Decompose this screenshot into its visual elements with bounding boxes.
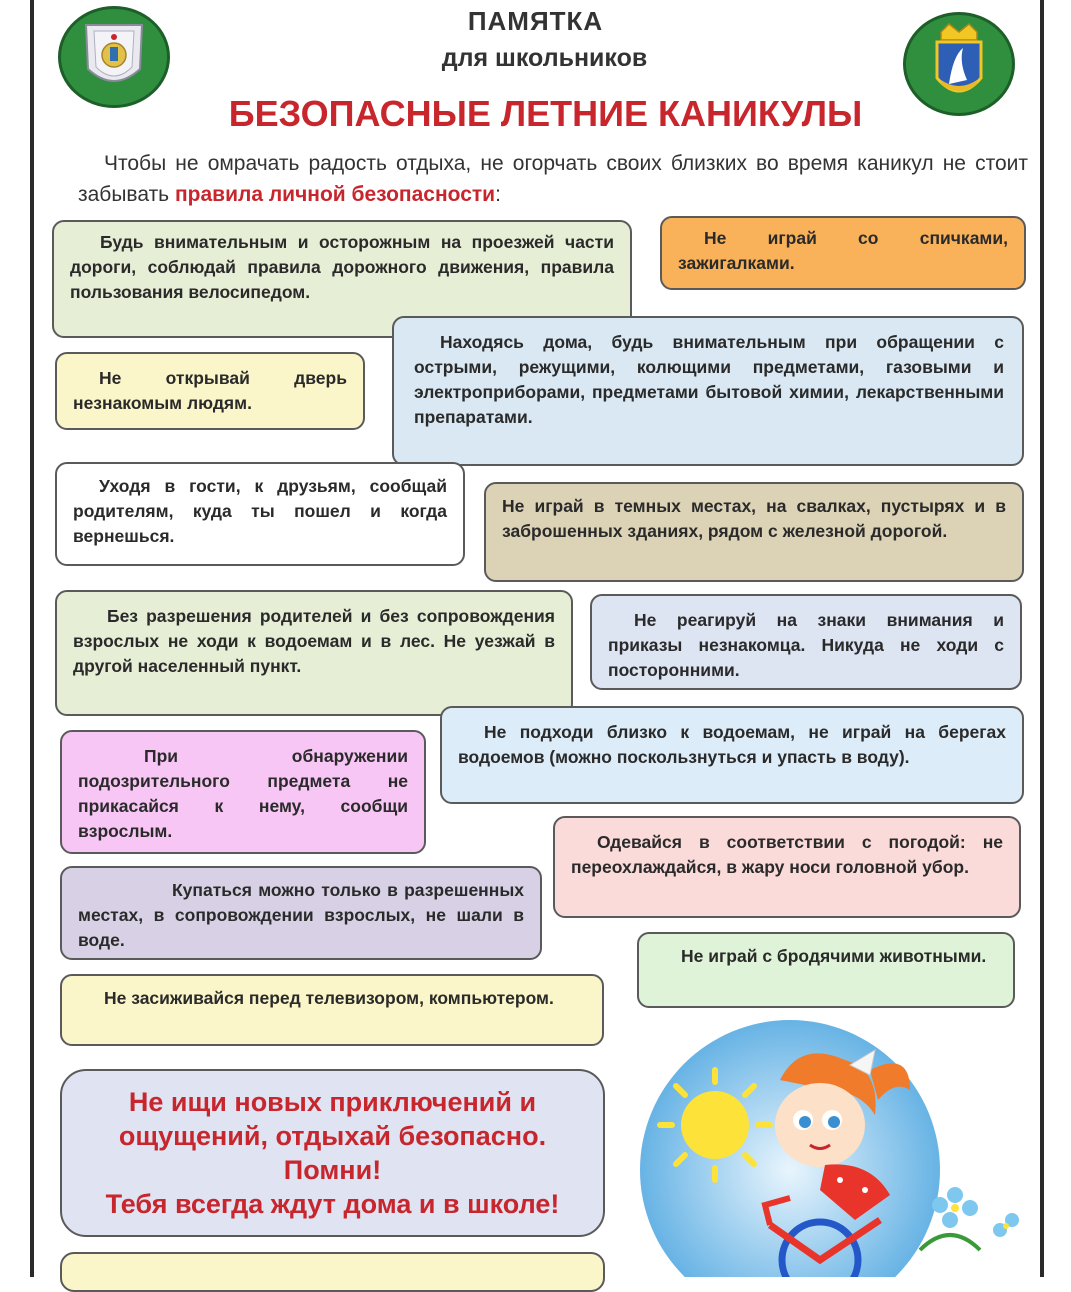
rule-text-animals: Не играй с бродячими животными. <box>681 946 987 966</box>
final-message <box>60 1069 605 1237</box>
left-border-line <box>30 0 34 1277</box>
bottom-card-partial <box>60 1252 605 1292</box>
rule-text-permission: Без разрешения родителей и без сопровождения взрослых не ходи к водоемам и в лес. Не уезжай в другой населенный пункт. <box>73 606 555 676</box>
rule-text-strangers: Не реагируй на знаки внимания и приказы незнакомца. Никуда не ходи с посторонними. <box>608 610 1004 680</box>
rule-card-permission <box>55 590 573 716</box>
girl-on-bicycle-illustration <box>620 1020 1040 1277</box>
rule-card-visit <box>55 462 465 566</box>
rule-text-door: Не открывай дверь незнакомым людям. <box>73 368 347 413</box>
poster-subtitle: для школьников <box>441 44 648 72</box>
rule-text-home: Находясь дома, будь внимательным при обращении с острыми, режущими, колющими предметами, газовыми и электроприборами, предметами бытовой химии, лекарственными препаратами. <box>414 332 1004 427</box>
right-border-line <box>1040 0 1044 1277</box>
rule-card-door <box>55 352 365 430</box>
rule-card-dark-places <box>484 482 1024 582</box>
intro-text: Чтобы не омрачать радость отдыха, не огорчать своих близких во время каникул не стоит забывать <box>78 152 1028 206</box>
rule-text-matches: Не играй со спичками, зажигалками. <box>678 228 1008 273</box>
rule-card-weather <box>553 816 1021 918</box>
rule-text-road: Будь внимательным и осторожным на проезжей части дороги, соблюдай правила дорожного движения, правила пользования велосипедом. <box>70 232 614 302</box>
rule-text-suspicious: При обнаружении подозрительного предмета не прикасайся к нему, сообщи взрослым. <box>78 746 408 841</box>
intro-paragraph <box>78 148 1028 210</box>
rule-card-water <box>440 706 1024 804</box>
rule-card-suspicious <box>60 730 426 854</box>
rule-card-swimming <box>60 866 542 960</box>
intro-highlight: правила личной безопасности <box>174 183 496 206</box>
final-line-1: Не ищи новых приключений и <box>128 1087 537 1117</box>
rule-card-tv <box>60 974 604 1046</box>
rule-text-dark-places: Не играй в темных местах, на свалках, пустырях и в заброшенных зданиях, рядом с железной дорогой. <box>502 496 1006 541</box>
poster-title: ПАМЯТКА <box>467 6 604 36</box>
rule-text-swimming: Купаться можно только в разрешенных местах, в сопровождении взрослых, не шали в воде. <box>78 880 524 950</box>
final-line-4: Тебя всегда ждут дома и в школе! <box>105 1189 560 1219</box>
intro-colon: : <box>495 183 501 206</box>
final-line-2: ощущений, отдыхай безопасно. <box>118 1121 547 1151</box>
rule-text-visit: Уходя в гости, к друзьям, сообщай родителям, куда ты пошел и когда вернешься. <box>73 476 447 546</box>
rule-text-water: Не подходи близко к водоемам, не играй на берегах водоемов (можно поскользнуться и упасть в воду). <box>458 722 1006 767</box>
rule-card-matches <box>660 216 1026 290</box>
rule-text-tv: Не засиживайся перед телевизором, компьютером. <box>104 988 554 1008</box>
rule-card-strangers <box>590 594 1022 690</box>
rule-text-weather: Одевайся в соответствии с погодой: не переохлаждайся, в жару носи головной убор. <box>571 832 1003 877</box>
final-line-3: Помни! <box>283 1155 382 1185</box>
rule-card-home <box>392 316 1024 466</box>
rule-card-animals <box>637 932 1015 1008</box>
poster-heading: БЕЗОПАСНЫЕ ЛЕТНИЕ КАНИКУЛЫ <box>228 93 863 134</box>
